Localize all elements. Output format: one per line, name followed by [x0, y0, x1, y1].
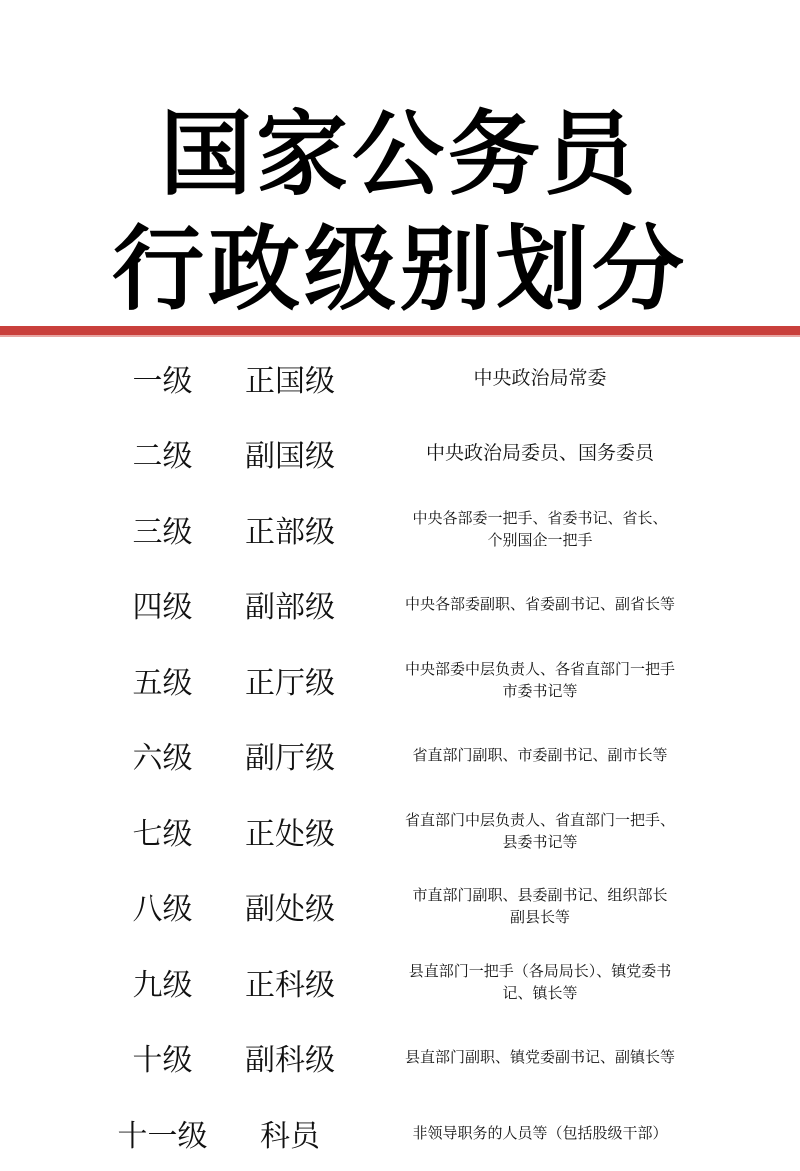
rank-label: 副科级 [245, 1043, 335, 1079]
level-label: 九级 [132, 967, 193, 1003]
description-line: 中央政治局常委 [473, 366, 607, 389]
position-description [370, 491, 710, 567]
description-line: 省直部门中层负责人、省直部门一把手、 [404, 810, 675, 829]
rank-label: 正科级 [245, 967, 335, 1003]
level-table [0, 340, 800, 1171]
rank-label: 副处级 [245, 892, 335, 928]
rank-label: 正部级 [245, 514, 335, 550]
description-line: 县直部门一把手（各局局长）、镇党委书 [408, 961, 672, 980]
position-description [370, 416, 710, 492]
table-row [0, 642, 800, 718]
rank-label: 副国级 [245, 439, 335, 475]
position-description [370, 1020, 710, 1096]
description-line: 个别国企一把手 [487, 530, 593, 549]
position-description [370, 567, 710, 643]
position-description [370, 793, 710, 869]
description-line: 副县长等 [509, 908, 570, 927]
description-line: 中央政治局委员、国务委员 [425, 442, 654, 465]
level-label: 一级 [132, 363, 193, 399]
position-description [370, 1095, 710, 1171]
rank-label: 科员 [260, 1118, 320, 1154]
page-title-line-1: 国家公务员 [159, 101, 640, 208]
description-line: 市委书记等 [502, 681, 578, 700]
rank-label: 正国级 [245, 363, 335, 399]
position-description [370, 944, 710, 1020]
table-row [0, 491, 800, 567]
description-line: 记、镇长等 [502, 983, 578, 1002]
level-label: 十级 [132, 1043, 193, 1079]
description-line: 中央部委中层负责人、各省直部门一把手 [404, 659, 675, 678]
level-label: 五级 [132, 665, 193, 701]
level-label: 四级 [132, 590, 193, 626]
rank-label: 副厅级 [245, 741, 335, 777]
page-title-line-2: 行政级别划分 [111, 216, 688, 323]
description-line: 县委书记等 [502, 832, 578, 851]
table-row [0, 869, 800, 945]
rank-label: 正处级 [245, 816, 335, 852]
table-row [0, 416, 800, 492]
rank-label: 副部级 [245, 590, 335, 626]
description-line: 中央各部委一把手、省委书记、省长、 [412, 508, 668, 527]
level-label: 八级 [132, 892, 193, 928]
description-line: 县直部门副职、镇党委副书记、副镇长等 [404, 1048, 675, 1067]
position-description [370, 340, 710, 416]
table-row [0, 944, 800, 1020]
table-row [0, 1095, 800, 1171]
level-label: 七级 [132, 816, 193, 852]
level-label: 三级 [132, 514, 193, 550]
description-line: 中央各部委副职、省委副书记、副省长等 [404, 595, 675, 614]
table-row [0, 718, 800, 794]
level-label: 二级 [132, 439, 193, 475]
table-row [0, 793, 800, 869]
rank-label: 正厅级 [245, 665, 335, 701]
title-divider [0, 326, 800, 335]
table-row [0, 1020, 800, 1096]
level-label: 十一级 [117, 1118, 208, 1154]
level-label: 六级 [132, 741, 193, 777]
position-description [370, 718, 710, 794]
description-line: 市直部门副职、县委副书记、组织部长 [412, 886, 668, 905]
table-row [0, 567, 800, 643]
position-description [370, 869, 710, 945]
description-line: 省直部门副职、市委副书记、副市长等 [412, 746, 668, 765]
position-description [370, 642, 710, 718]
table-row [0, 340, 800, 416]
description-line: 非领导职务的人员等（包括股级干部） [412, 1123, 668, 1142]
